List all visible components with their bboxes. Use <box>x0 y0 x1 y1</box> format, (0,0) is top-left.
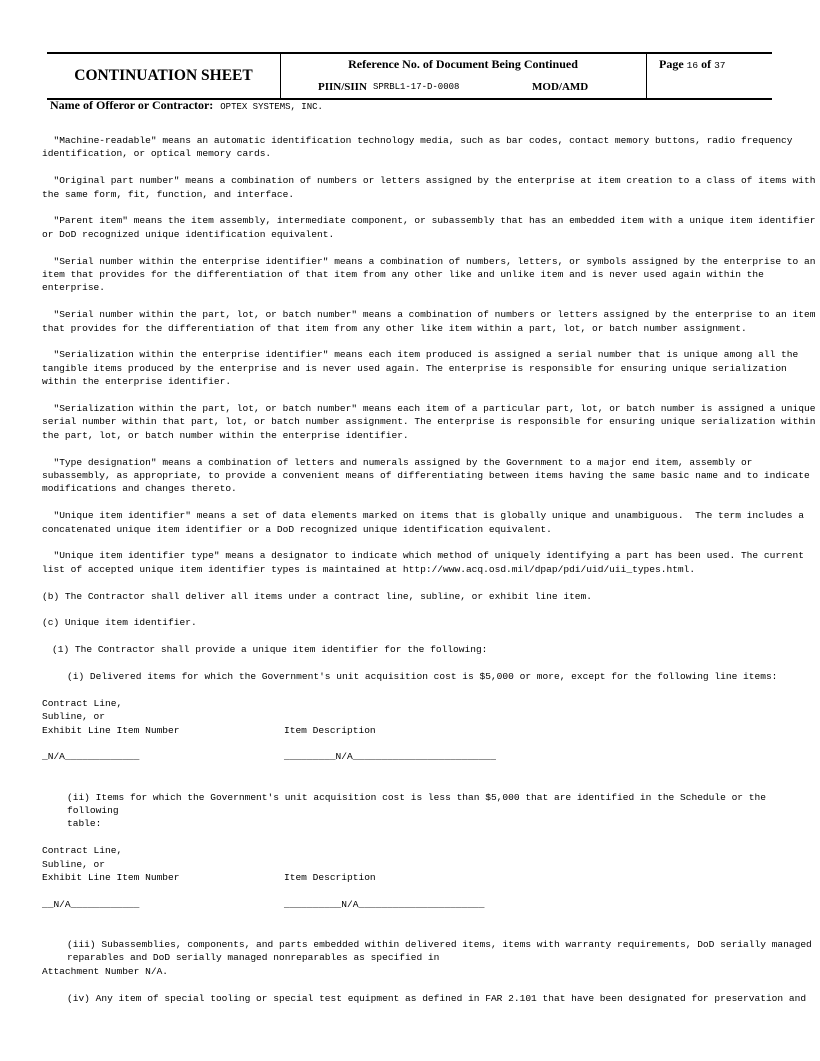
para-c1-iii-attachment: Attachment Number N/A. <box>42 965 169 977</box>
para-c: (c) Unique item identifier. <box>42 617 197 629</box>
para-serialization-part: "Serialization within the part, lot, or batch number" means each item of a particular part, lot, or batch number is assigned a unique serial number within that part, lot, or batch number assignment. The enterprise is responsible for ensuring unique serialization within the part, lot, or batch number within the enterprise identifier. <box>42 403 816 441</box>
header-divider-right <box>646 54 647 98</box>
table1-col2-value: _________N/A_________________________ <box>284 751 496 763</box>
para-c1-iv: (iv) Any item of special tooling or special test equipment as defined in FAR 2.101 that have been designated for preservation and <box>67 992 807 1004</box>
line-item-table-1 <box>42 697 817 764</box>
page-of-label: of <box>701 57 712 71</box>
table1-col1-line3: Exhibit Line Item Number <box>42 724 180 736</box>
para-serial-part: "Serial number within the part, lot, or batch number" means a combination of numbers or letters assigned by the enterprise to an item that provides for the differentiation of that item from any other like item within a part, lot, or batch number assignment. <box>42 309 816 334</box>
para-c1-i: (i) Delivered items for which the Government's unit acquisition cost is $5,000 or more, except for the following line items: <box>67 671 778 683</box>
offeror-line <box>50 98 323 113</box>
table1-col1-line2: Subline, or <box>42 711 106 723</box>
page-number <box>659 57 725 72</box>
para-original-part-number: "Original part number" means a combination of numbers or letters assigned by the enterprise at item creation to a class of items with the same form, fit, function, and interface. <box>42 175 816 200</box>
para-serial-enterprise: "Serial number within the enterprise identifier" means a combination of numbers, letters, or symbols assigned by the enterprise to an item that provides for the differentiation of that item from any other like and unlike item and is never used again within the enterprise. <box>42 255 816 294</box>
continuation-header <box>47 52 772 100</box>
para-unique-item-identifier: "Unique item identifier" means a set of data elements marked on items that is globally unique and unambiguous. The term includes a concatenated unique item identifier or a DoD recognized unique identification equivalent. <box>42 510 804 535</box>
piin-value: SPRBL1-17-D-0008 <box>373 82 460 92</box>
table2-col2-value: __________N/A______________________ <box>284 898 485 910</box>
para-uii-type: "Unique item identifier type" means a designator to indicate which method of uniquely identifying a part has been used. The current list of accepted unique item identifier types is maintained at http://www.acq.osd.mil/dpap/pdi/uid/uii_types.html. <box>42 550 804 575</box>
para-c1-iii: (iii) Subassemblies, components, and parts embedded within delivered items, items with warranty requirements, DoD serially managed reparables and DoD serially managed nonreparables as specified in <box>67 939 812 964</box>
piin-label: PIIN/SIIN <box>318 81 367 93</box>
page-total: 37 <box>714 60 726 71</box>
table2-col1-line3: Exhibit Line Item Number <box>42 872 180 884</box>
para-serialization-enterprise: "Serialization within the enterprise identifier" means each item produced is assigned a serial number that is unique among all the tangible items produced by the enterprise and is never used again. The enterprise is responsible for ensuring unique serialization within the enterprise identifier. <box>42 349 799 388</box>
line-item-table-2 <box>42 844 817 911</box>
para-c1-ii: (ii) Items for which the Government's unit acquisition cost is less than $5,000 that are identified in the Schedule or the following table: <box>67 791 766 830</box>
mod-amd-label: MOD/AMD <box>532 81 589 93</box>
continuation-sheet-title: CONTINUATION SHEET <box>74 67 253 84</box>
page-current: 16 <box>686 60 699 71</box>
para-type-designation: "Type designation" means a combination of letters and numerals assigned by the Government to a major end item, assembly or subassembly, as appropriate, to provide a convenient means of differentiating between items having the same basic name and to indicate modifications and changes thereto. <box>42 456 810 495</box>
table1-col2-header: Item Description <box>284 724 376 736</box>
table2-col2-header: Item Description <box>284 872 376 884</box>
document-body <box>42 134 817 1005</box>
table1-col1-value: _N/A_____________ <box>42 751 140 763</box>
offeror-value: OPTEX SYSTEMS, INC. <box>220 102 323 112</box>
para-b: (b) The Contractor shall deliver all items under a contract line, subline, or exhibit line item. <box>42 590 592 602</box>
para-parent-item: "Parent item" means the item assembly, intermediate component, or subassembly that has an embedded item with a unique item identifier or DoD recognized unique identification equivalent. <box>42 215 816 240</box>
table2-col1-value: __N/A____________ <box>42 898 140 910</box>
table1-col1-line1: Contract Line, <box>42 697 123 709</box>
table2-col1-line1: Contract Line, <box>42 845 123 857</box>
reference-title: Reference No. of Document Being Continued <box>348 57 578 71</box>
para-machine-readable: "Machine-readable" means an automatic identification technology media, such as bar codes, contact memory buttons, radio frequency identification, or optical memory cards. <box>42 135 793 160</box>
offeror-label: Name of Offeror or Contractor: <box>50 98 214 112</box>
table2-col1-line2: Subline, or <box>42 858 106 870</box>
para-c1: (1) The Contractor shall provide a unique item identifier for the following: <box>52 644 488 656</box>
page-label: Page <box>659 57 684 71</box>
